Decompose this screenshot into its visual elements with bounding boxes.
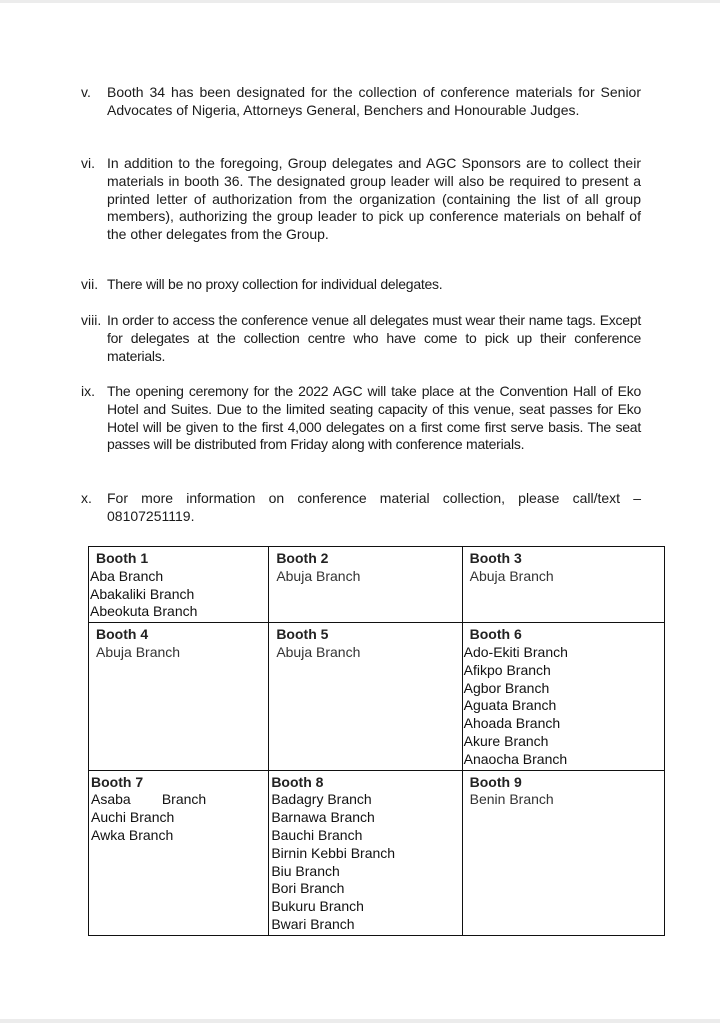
branch-name: Akure Branch (463, 732, 549, 749)
booth-heading: Booth 6 (469, 626, 522, 643)
branch-name: Auchi Branch (91, 809, 175, 826)
item-numeral: x. (81, 490, 92, 506)
branch-name: Aguata Branch (463, 697, 557, 714)
item-numeral: vii. (81, 276, 99, 292)
branch-name: Birnin Kebbi Branch (271, 844, 396, 861)
booth-heading: Booth 7 (91, 773, 144, 790)
branch-name: Ado-Ekiti Branch (463, 643, 568, 660)
list-item-v (81, 84, 641, 120)
branch-name: Abuja Branch (96, 643, 181, 660)
item-numeral: v. (81, 84, 91, 100)
branch-name: Bori Branch (271, 880, 345, 897)
item-text: In order to access the conference venue all delegates must wear their name tags. Except for delegates at the collection centre who have come to pick up their conference materials. (107, 312, 641, 364)
branch-name: Abuja Branch (276, 567, 361, 584)
booth-cell-8 (269, 770, 462, 935)
branch-name: Aba Branch (90, 567, 164, 584)
branch-name: Abakaliki Branch (90, 585, 195, 602)
booth-cell-5 (269, 623, 462, 770)
item-numeral: viii. (81, 312, 102, 328)
list-item-vii (81, 276, 641, 294)
branch-name: Biu Branch (271, 862, 340, 879)
booth-cell-1 (89, 547, 269, 623)
branch-name: Agbor Branch (463, 679, 550, 696)
booth-heading: Booth 2 (276, 550, 329, 566)
branch-name: Abuja Branch (276, 643, 361, 660)
item-text: There will be no proxy collection for individual delegates. (107, 276, 443, 292)
document-page (0, 3, 720, 1019)
booth-cell-2 (269, 547, 462, 623)
list-item-viii (81, 312, 641, 365)
branch-name: Benin Branch (469, 791, 554, 808)
booth-heading: Booth 1 (96, 550, 149, 566)
booth-table (88, 546, 665, 936)
table-row (89, 770, 665, 935)
branch-name: Bukuru Branch (271, 898, 364, 915)
branch-name: Badagry Branch (271, 791, 372, 808)
list-item-ix (81, 383, 641, 454)
booth-heading: Booth 9 (469, 773, 522, 790)
booth-heading: Booth 4 (96, 626, 149, 643)
item-text: In addition to the foregoing, Group delegates and AGC Sponsors are to collect their materials in booth 36. The designated group leader will also be required to present a printed letter of authorization from the organization (containing the list of all group members), authorizing the group leader to pick up conference materials on behalf of the other delegates from the Group. (107, 155, 641, 243)
branch-name: Barnawa Branch (271, 809, 375, 826)
branch-name: Abuja Branch (469, 567, 554, 584)
booth-heading: Booth 3 (469, 550, 522, 566)
branch-name: Afikpo Branch (463, 661, 551, 678)
booth-heading: Booth 8 (271, 773, 324, 790)
branch-name: Bwari Branch (271, 915, 355, 932)
branch-name: Awka Branch (91, 826, 174, 843)
branch-name: Anaocha Branch (463, 750, 568, 767)
branch-name: Ahoada Branch (463, 715, 561, 732)
item-text: For more information on conference material collection, please call/text – 08107251119. (107, 490, 641, 524)
branch-name: Asaba Branch (91, 791, 207, 808)
table-row (89, 623, 665, 770)
item-text: The opening ceremony for the 2022 AGC will take place at the Convention Hall of Eko Hotel and Suites. Due to the limited seating capacity of this venue, seat passes for Eko Hotel will be given to the first 4,000 delegates on a first come first serve basis. The seat passes will be distributed from Friday along with conference materials. (107, 383, 641, 453)
booth-cell-6 (462, 623, 664, 770)
table-row (89, 547, 665, 623)
branch-name: Abeokuta Branch (90, 603, 198, 620)
branch-name: Bauchi Branch (271, 826, 363, 843)
list-item-x (81, 490, 641, 526)
booth-cell-3 (462, 547, 664, 623)
booth-heading: Booth 5 (276, 626, 329, 643)
item-numeral: ix. (81, 383, 95, 399)
item-numeral: vi. (81, 155, 95, 171)
list-item-vi (81, 155, 641, 244)
booth-cell-4 (89, 623, 269, 770)
booth-cell-7 (89, 770, 269, 935)
booth-cell-9 (462, 770, 664, 935)
item-text: Booth 34 has been designated for the collection of conference materials for Senior Advocates of Nigeria, Attorneys General, Benchers and Honourable Judges. (107, 84, 641, 118)
